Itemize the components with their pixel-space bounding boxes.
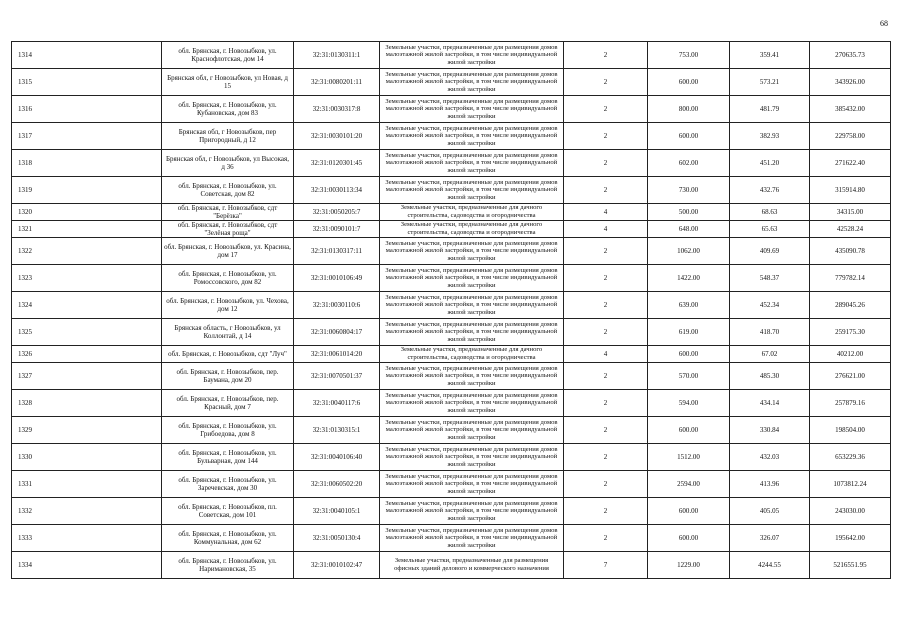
group-cell: 2 bbox=[564, 238, 648, 265]
table-row bbox=[12, 177, 891, 204]
table-row bbox=[12, 552, 891, 579]
row-number: 1314 bbox=[12, 42, 162, 69]
land-use-cell: Земельные участки, предназначенные для размещения домов малоэтажной жилой застройки, в том числе индивидуальной жилой застройки bbox=[380, 150, 564, 177]
address-cell: обл. Брянская, г. Новозыбков, ул. Советская, дом 82 bbox=[162, 177, 294, 204]
cadastral-value-cell: 40212.00 bbox=[810, 346, 891, 363]
cadastral-value-cell: 343926.00 bbox=[810, 69, 891, 96]
area-cell: 1229.00 bbox=[648, 552, 730, 579]
cadastral-value-cell: 271622.40 bbox=[810, 150, 891, 177]
specific-value-cell: 382.93 bbox=[730, 123, 810, 150]
group-cell: 2 bbox=[564, 42, 648, 69]
cadastral-number-cell: 32:31:0070501:37 bbox=[294, 363, 380, 390]
address-cell: обл. Брянская, г. Новозыбков, ул. Ромоссовского, дом 82 bbox=[162, 265, 294, 292]
row-number: 1320 bbox=[12, 204, 162, 221]
cadastral-value-cell: 435090.78 bbox=[810, 238, 891, 265]
cadastral-number-cell: 32:31:0030317:8 bbox=[294, 96, 380, 123]
table-row bbox=[12, 123, 891, 150]
land-use-cell: Земельные участки, предназначенные для размещения домов малоэтажной жилой застройки, в том числе индивидуальной жилой застройки bbox=[380, 444, 564, 471]
area-cell: 600.00 bbox=[648, 123, 730, 150]
area-cell: 570.00 bbox=[648, 363, 730, 390]
land-use-cell: Земельные участки, предназначенные для размещения домов малоэтажной жилой застройки, в том числе индивидуальной жилой застройки bbox=[380, 123, 564, 150]
row-number: 1332 bbox=[12, 498, 162, 525]
area-cell: 639.00 bbox=[648, 292, 730, 319]
land-use-cell: Земельные участки, предназначенные для размещения домов малоэтажной жилой застройки, в том числе индивидуальной жилой застройки bbox=[380, 292, 564, 319]
table-row bbox=[12, 444, 891, 471]
address-cell: Брянская обл, г Новозыбков, ул Высокая, д 36 bbox=[162, 150, 294, 177]
table-row bbox=[12, 96, 891, 123]
area-cell: 594.00 bbox=[648, 390, 730, 417]
table-row bbox=[12, 221, 891, 238]
cadastral-value-cell: 198504.00 bbox=[810, 417, 891, 444]
cadastral-number-cell: 32:31:0130315:1 bbox=[294, 417, 380, 444]
group-cell: 4 bbox=[564, 221, 648, 238]
land-use-cell: Земельные участки, предназначенные для размещения домов малоэтажной жилой застройки, в том числе индивидуальной жилой застройки bbox=[380, 96, 564, 123]
cadastral-number-cell: 32:31:0130311:1 bbox=[294, 42, 380, 69]
land-use-cell: Земельные участки, предназначенные для дачного строительства, садоводства и огородничества bbox=[380, 204, 564, 221]
address-cell: обл. Брянская, г. Новозыбков, ул. Наримановская, 35 bbox=[162, 552, 294, 579]
land-use-cell: Земельные участки, предназначенные для размещения домов малоэтажной жилой застройки, в том числе индивидуальной жилой застройки bbox=[380, 238, 564, 265]
table-row bbox=[12, 390, 891, 417]
cadastral-value-cell: 259175.30 bbox=[810, 319, 891, 346]
address-cell: обл. Брянская, г. Новозыбков, ул. Бульварная, дом 144 bbox=[162, 444, 294, 471]
group-cell: 4 bbox=[564, 346, 648, 363]
land-use-cell: Земельные участки, предназначенные для размещения домов малоэтажной жилой застройки, в том числе индивидуальной жилой застройки bbox=[380, 42, 564, 69]
area-cell: 619.00 bbox=[648, 319, 730, 346]
area-cell: 648.00 bbox=[648, 221, 730, 238]
row-number: 1315 bbox=[12, 69, 162, 96]
specific-value-cell: 68.63 bbox=[730, 204, 810, 221]
cadastral-number-cell: 32:31:0130317:11 bbox=[294, 238, 380, 265]
cadastral-value-cell: 1073812.24 bbox=[810, 471, 891, 498]
cadastral-value-cell: 385432.00 bbox=[810, 96, 891, 123]
cadastral-value-cell: 289045.26 bbox=[810, 292, 891, 319]
cadastral-value-cell: 42528.24 bbox=[810, 221, 891, 238]
specific-value-cell: 405.05 bbox=[730, 498, 810, 525]
address-cell: Брянская обл, г Новозыбков, пер Пригородный, д 12 bbox=[162, 123, 294, 150]
row-number: 1334 bbox=[12, 552, 162, 579]
group-cell: 2 bbox=[564, 292, 648, 319]
address-cell: обл. Брянская, г. Новозыбков, ул. Кубановская, дом 83 bbox=[162, 96, 294, 123]
cadastral-number-cell: 32:31:0010102:47 bbox=[294, 552, 380, 579]
cadastral-number-cell: 32:31:0040106:40 bbox=[294, 444, 380, 471]
row-number: 1316 bbox=[12, 96, 162, 123]
area-cell: 602.00 bbox=[648, 150, 730, 177]
cadastral-value-cell: 257879.16 bbox=[810, 390, 891, 417]
cadastral-number-cell: 32:31:0080201:11 bbox=[294, 69, 380, 96]
land-use-cell: Земельные участки, предназначенные для дачного строительства, садоводства и огородничества bbox=[380, 346, 564, 363]
address-cell: обл. Брянская, г. Новозыбков, ул. Грибоедова, дом 8 bbox=[162, 417, 294, 444]
specific-value-cell: 65.63 bbox=[730, 221, 810, 238]
cadastral-value-cell: 276621.00 bbox=[810, 363, 891, 390]
row-number: 1325 bbox=[12, 319, 162, 346]
cadastral-number-cell: 32:31:0120301:45 bbox=[294, 150, 380, 177]
area-cell: 600.00 bbox=[648, 525, 730, 552]
row-number: 1333 bbox=[12, 525, 162, 552]
area-cell: 600.00 bbox=[648, 69, 730, 96]
cadastral-value-cell: 270635.73 bbox=[810, 42, 891, 69]
cadastral-value-cell: 5216551.95 bbox=[810, 552, 891, 579]
group-cell: 7 bbox=[564, 552, 648, 579]
table-row bbox=[12, 363, 891, 390]
address-cell: обл. Брянская, г. Новозыбков, пер. Красный, дом 7 bbox=[162, 390, 294, 417]
cadastral-number-cell: 32:31:0030113:34 bbox=[294, 177, 380, 204]
group-cell: 2 bbox=[564, 319, 648, 346]
group-cell: 2 bbox=[564, 150, 648, 177]
specific-value-cell: 67.02 bbox=[730, 346, 810, 363]
area-cell: 753.00 bbox=[648, 42, 730, 69]
row-number: 1317 bbox=[12, 123, 162, 150]
table-row bbox=[12, 498, 891, 525]
table-body bbox=[12, 42, 891, 579]
table-row bbox=[12, 69, 891, 96]
address-cell: обл. Брянская, г. Новозыбков, ул. Заречевская, дом 30 bbox=[162, 471, 294, 498]
land-use-cell: Земельные участки, предназначенные для размещения домов малоэтажной жилой застройки, в том числе индивидуальной жилой застройки bbox=[380, 417, 564, 444]
table-row bbox=[12, 42, 891, 69]
specific-value-cell: 432.76 bbox=[730, 177, 810, 204]
area-cell: 2594.00 bbox=[648, 471, 730, 498]
land-use-cell: Земельные участки, предназначенные для размещения домов малоэтажной жилой застройки, в том числе индивидуальной жилой застройки bbox=[380, 177, 564, 204]
address-cell: Брянская обл, г Новозыбков, ул Новая, д 15 bbox=[162, 69, 294, 96]
address-cell: обл. Брянская, г. Новозыбков, ул. Чехова, дом 12 bbox=[162, 292, 294, 319]
address-cell: обл. Брянская, г. Новозыбков, ул. Краснофлотская, дом 14 bbox=[162, 42, 294, 69]
group-cell: 2 bbox=[564, 69, 648, 96]
table-row bbox=[12, 417, 891, 444]
row-number: 1331 bbox=[12, 471, 162, 498]
cadastral-value-cell: 34315.00 bbox=[810, 204, 891, 221]
area-cell: 1422.00 bbox=[648, 265, 730, 292]
cadastral-number-cell: 32:31:0030101:20 bbox=[294, 123, 380, 150]
group-cell: 2 bbox=[564, 96, 648, 123]
table-row bbox=[12, 265, 891, 292]
group-cell: 2 bbox=[564, 177, 648, 204]
cadastral-number-cell: 32:31:0090101:7 bbox=[294, 221, 380, 238]
group-cell: 2 bbox=[564, 444, 648, 471]
address-cell: обл. Брянская, г. Новозыбков, пер. Баумана, дом 20 bbox=[162, 363, 294, 390]
table-row bbox=[12, 204, 891, 221]
specific-value-cell: 432.03 bbox=[730, 444, 810, 471]
cadastral-number-cell: 32:31:0060502:20 bbox=[294, 471, 380, 498]
cadastral-value-cell: 195642.00 bbox=[810, 525, 891, 552]
area-cell: 1062.00 bbox=[648, 238, 730, 265]
group-cell: 2 bbox=[564, 265, 648, 292]
land-use-cell: Земельные участки, предназначенные для размещения домов малоэтажной жилой застройки, в том числе индивидуальной жилой застройки bbox=[380, 498, 564, 525]
group-cell: 2 bbox=[564, 525, 648, 552]
address-cell: обл. Брянская, г. Новозыбков, ул. Коммунальная, дом 62 bbox=[162, 525, 294, 552]
cadastral-value-cell: 653229.36 bbox=[810, 444, 891, 471]
row-number: 1319 bbox=[12, 177, 162, 204]
specific-value-cell: 326.07 bbox=[730, 525, 810, 552]
row-number: 1323 bbox=[12, 265, 162, 292]
specific-value-cell: 481.79 bbox=[730, 96, 810, 123]
cadastral-value-cell: 243030.00 bbox=[810, 498, 891, 525]
land-use-cell: Земельные участки, предназначенные для размещения офисных зданий делового и коммерческого назначения bbox=[380, 552, 564, 579]
area-cell: 1512.00 bbox=[648, 444, 730, 471]
table-row bbox=[12, 292, 891, 319]
specific-value-cell: 452.34 bbox=[730, 292, 810, 319]
cadastral-number-cell: 32:31:0040105:1 bbox=[294, 498, 380, 525]
land-use-cell: Земельные участки, предназначенные для дачного строительства, садоводства и огородничества bbox=[380, 221, 564, 238]
land-use-cell: Земельные участки, предназначенные для размещения домов малоэтажной жилой застройки, в том числе индивидуальной жилой застройки bbox=[380, 525, 564, 552]
address-cell: обл. Брянская, г. Новозыбков, пл. Советская, дом 101 bbox=[162, 498, 294, 525]
row-number: 1324 bbox=[12, 292, 162, 319]
specific-value-cell: 573.21 bbox=[730, 69, 810, 96]
land-use-cell: Земельные участки, предназначенные для размещения домов малоэтажной жилой застройки, в том числе индивидуальной жилой застройки bbox=[380, 471, 564, 498]
cadastral-number-cell: 32:31:0050205:7 bbox=[294, 204, 380, 221]
table-row bbox=[12, 238, 891, 265]
group-cell: 2 bbox=[564, 363, 648, 390]
table-row bbox=[12, 150, 891, 177]
row-number: 1326 bbox=[12, 346, 162, 363]
table-row bbox=[12, 319, 891, 346]
row-number: 1329 bbox=[12, 417, 162, 444]
cadastral-number-cell: 32:31:0010106:49 bbox=[294, 265, 380, 292]
table-row bbox=[12, 471, 891, 498]
row-number: 1318 bbox=[12, 150, 162, 177]
specific-value-cell: 4244.55 bbox=[730, 552, 810, 579]
group-cell: 2 bbox=[564, 390, 648, 417]
row-number: 1327 bbox=[12, 363, 162, 390]
group-cell: 2 bbox=[564, 417, 648, 444]
table-row bbox=[12, 525, 891, 552]
specific-value-cell: 413.96 bbox=[730, 471, 810, 498]
area-cell: 600.00 bbox=[648, 417, 730, 444]
specific-value-cell: 434.14 bbox=[730, 390, 810, 417]
cadastral-value-cell: 315914.80 bbox=[810, 177, 891, 204]
address-cell: обл. Брянская, г. Новозыбков, ул. Красина, дом 17 bbox=[162, 238, 294, 265]
address-cell: обл. Брянская, г. Новозыбков, сдт "Берёзка" bbox=[162, 204, 294, 221]
area-cell: 730.00 bbox=[648, 177, 730, 204]
row-number: 1322 bbox=[12, 238, 162, 265]
group-cell: 2 bbox=[564, 498, 648, 525]
land-use-cell: Земельные участки, предназначенные для размещения домов малоэтажной жилой застройки, в том числе индивидуальной жилой застройки bbox=[380, 265, 564, 292]
page-number: 68 bbox=[880, 19, 888, 28]
row-number: 1321 bbox=[12, 221, 162, 238]
address-cell: обл. Брянская, г. Новозыбков, сдт "Луч" bbox=[162, 346, 294, 363]
specific-value-cell: 548.37 bbox=[730, 265, 810, 292]
cadastral-number-cell: 32:31:0040117:6 bbox=[294, 390, 380, 417]
land-use-cell: Земельные участки, предназначенные для размещения домов малоэтажной жилой застройки, в том числе индивидуальной жилой застройки bbox=[380, 363, 564, 390]
cadastral-number-cell: 32:31:0030110:6 bbox=[294, 292, 380, 319]
cadastral-number-cell: 32:31:0061014:20 bbox=[294, 346, 380, 363]
area-cell: 500.00 bbox=[648, 204, 730, 221]
area-cell: 600.00 bbox=[648, 346, 730, 363]
address-cell: обл. Брянская, г. Новозыбков, сдт "Зелёная роща" bbox=[162, 221, 294, 238]
cadastral-number-cell: 32:31:0050130:4 bbox=[294, 525, 380, 552]
specific-value-cell: 451.20 bbox=[730, 150, 810, 177]
land-registry-table bbox=[11, 41, 891, 579]
row-number: 1328 bbox=[12, 390, 162, 417]
land-use-cell: Земельные участки, предназначенные для размещения домов малоэтажной жилой застройки, в том числе индивидуальной жилой застройки bbox=[380, 390, 564, 417]
group-cell: 2 bbox=[564, 123, 648, 150]
specific-value-cell: 409.69 bbox=[730, 238, 810, 265]
specific-value-cell: 485.30 bbox=[730, 363, 810, 390]
area-cell: 800.00 bbox=[648, 96, 730, 123]
area-cell: 600.00 bbox=[648, 498, 730, 525]
specific-value-cell: 418.70 bbox=[730, 319, 810, 346]
land-use-cell: Земельные участки, предназначенные для размещения домов малоэтажной жилой застройки, в том числе индивидуальной жилой застройки bbox=[380, 319, 564, 346]
specific-value-cell: 359.41 bbox=[730, 42, 810, 69]
row-number: 1330 bbox=[12, 444, 162, 471]
cadastral-value-cell: 779782.14 bbox=[810, 265, 891, 292]
group-cell: 4 bbox=[564, 204, 648, 221]
table-row bbox=[12, 346, 891, 363]
land-use-cell: Земельные участки, предназначенные для размещения домов малоэтажной жилой застройки, в том числе индивидуальной жилой застройки bbox=[380, 69, 564, 96]
group-cell: 2 bbox=[564, 471, 648, 498]
cadastral-number-cell: 32:31:0060804:17 bbox=[294, 319, 380, 346]
cadastral-value-cell: 229758.00 bbox=[810, 123, 891, 150]
address-cell: Брянская область, г Новозыбков, ул Коллонтай, д 14 bbox=[162, 319, 294, 346]
specific-value-cell: 330.84 bbox=[730, 417, 810, 444]
